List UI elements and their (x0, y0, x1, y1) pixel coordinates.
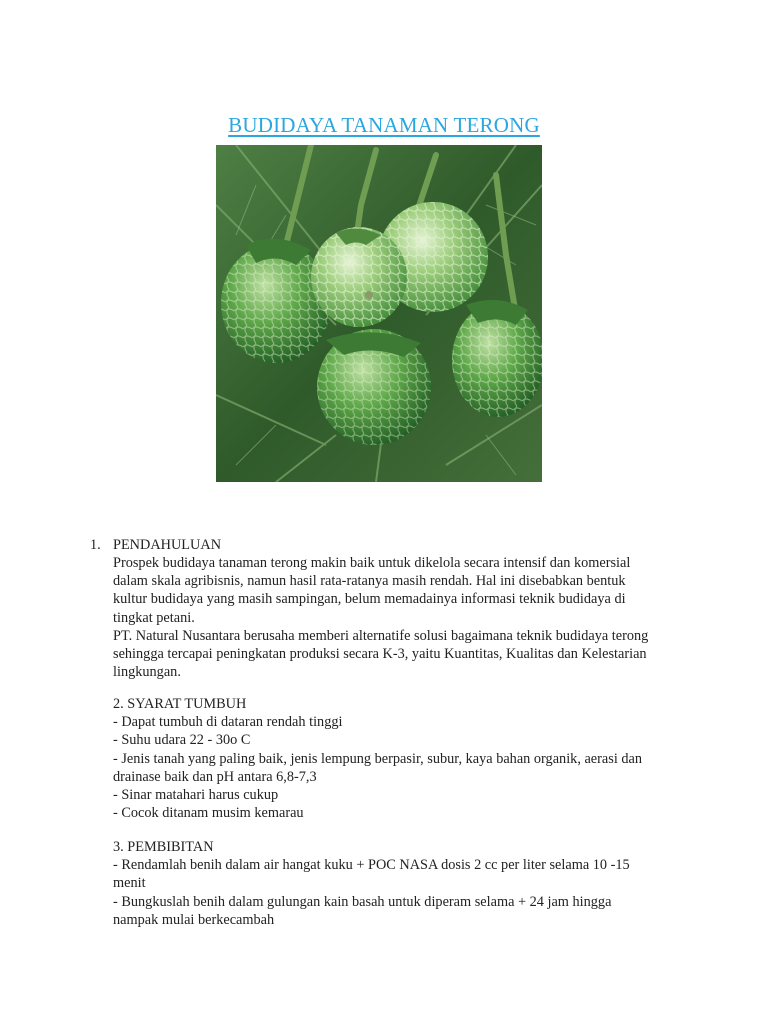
list-item: - Dapat tumbuh di dataran rendah tinggi (113, 714, 343, 731)
list-item: - Bungkuslah benih dalam gulungan kain basah untuk diperam selama + 24 jam hingga (113, 893, 612, 910)
list-item: menit (113, 875, 146, 892)
list-item: - Suhu udara 22 - 30o C (113, 732, 251, 749)
paragraph-line: dalam skala agribisnis, namun hasil rata-ratanya masih rendah. Hal ini disebabkan bentuk (113, 573, 626, 590)
paragraph-line: PT. Natural Nusantara berusaha memberi alternatife solusi bagaimana teknik budidaya terong (113, 627, 649, 644)
eggplant-photo (216, 145, 542, 482)
paragraph-line: tingkat petani. (113, 609, 195, 626)
section-syarat-tumbuh (113, 695, 688, 822)
section-pembibitan (113, 838, 688, 929)
list-item: drainase baik dan pH antara 6,8-7,3 (113, 768, 317, 785)
list-item: - Cocok ditanam musim kemarau (113, 805, 304, 822)
paragraph-line: kultur budidaya yang masih sampingan, belum memadainya informasi teknik budidaya di (113, 591, 626, 608)
list-item: - Sinar matahari harus cukup (113, 787, 279, 804)
list-item: - Jenis tanah yang paling baik, jenis lempung berpasir, subur, kaya bahan organik, aerasi dan (113, 750, 643, 767)
paragraph-line: sehingga tercapai peningkatan produksi secara K-3, yaitu Kuantitas, Kualitas dan Kelestarian (113, 646, 647, 663)
section-number: 1. (90, 537, 101, 553)
section-heading: 3. PEMBIBITAN (113, 839, 214, 855)
paragraph-line: lingkungan. (113, 664, 181, 681)
section-heading: PENDAHULUAN (113, 537, 222, 553)
section-body (113, 554, 688, 681)
list-item: - Rendamlah benih dalam air hangat kuku + POC NASA dosis 2 cc per liter selama 10 -15 (113, 857, 630, 874)
page-title: BUDIDAYA TANAMAN TERONG (228, 113, 540, 137)
paragraph-line: Prospek budidaya tanaman terong makin baik untuk dikelola secara intensif dan komersial (113, 555, 631, 571)
section-heading: 2. SYARAT TUMBUH (113, 696, 247, 712)
list-item: nampak mulai berkecambah (113, 911, 275, 928)
